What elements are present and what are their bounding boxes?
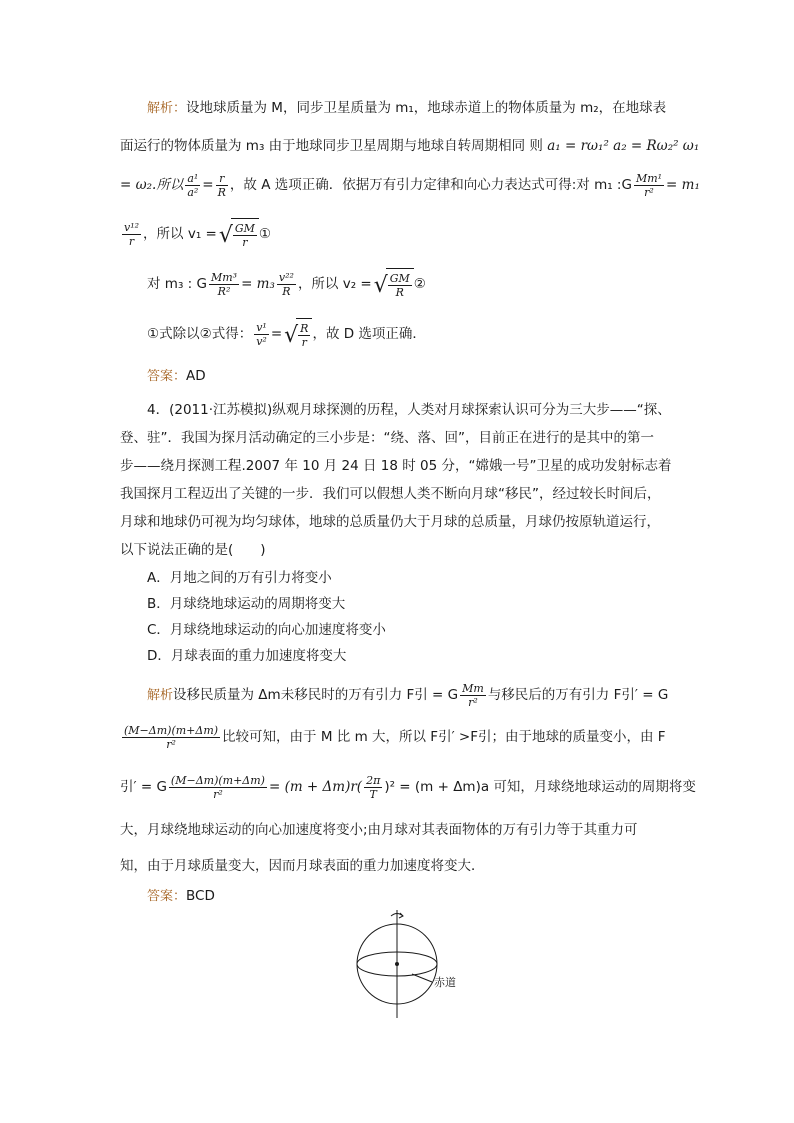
q3-frac-v2: $\frac{\text{v²²}}{R}$: [278, 271, 294, 298]
q3-frac-v1: $\frac{\text{v¹²}}{r}$: [124, 221, 140, 248]
q4-stem-line: 月球和地球仍可视为均匀球体，地球的总质量仍大于月球的总质量，月球仍按原轨道运行，: [120, 514, 660, 530]
earth-center-dot: [395, 962, 399, 966]
q4-stem-line: 4．(2011·江苏模拟)纵观月球探测的历程，人类对月球探索认识可分为三大步——“探、: [147, 402, 671, 418]
q4-option-a: A．月地之间的万有引力将变小: [147, 570, 332, 586]
q3-sqrt-v2: √ $\frac{GM}{R}$: [374, 268, 414, 301]
q3-frac-mm3: $\frac{\text{Mm³}}{\text{R²}}$: [210, 271, 238, 298]
q4-stem-line: 步——绕月探测工程.2007 年 10 月 24 日 18 时 05 分，“嫦娥一号”卫星的成功发射标志着: [120, 458, 672, 474]
q3-analysis-line1: 解析：设地球质量为 M，同步卫星质量为 m₁，地球赤道上的物体质量为 m₂，在地球表: [147, 100, 667, 116]
q3-sqrt-v1: √ $\frac{GM}{r}$: [219, 218, 259, 251]
q3-analysis-line5: 对 m₃ : G $\frac{\text{Mm³}}{\text{R²}}$ = m₃ $\frac{\text{v²²}}{R}$ ，所以 v₂ = √ $\frac{GM}{R}$ ②: [147, 268, 426, 301]
q4-frac-mm: $\frac{Mm}{\text{r²}}$: [462, 682, 484, 709]
q3-analysis-line3: = ω₂.所以 $\frac{\text{a¹}}{\text{a²}}$ = $\frac{r}{R}$ ，故 A 选项正确．依据万有引力定律和向心力表达式可得:对 m₁ :G $\frac{\text{Mm¹}}{\text{r²}}$ = m₁: [120, 172, 700, 199]
q4-analysis-line2: $\frac{(M-\Delta m)(m+\Delta m)}{\text{r²}}$ 比较可知，由于 M 比 m 大，所以 F引′ >F引；由于地球的质量变小，由 F: [124, 724, 666, 751]
q4-analysis-line5: 知，由于月球质量变大，因而月球表面的重力加速度将变大．: [120, 858, 485, 874]
q3-frac-a: $\frac{\text{a¹}}{\text{a²}}$: [187, 172, 199, 199]
q4-option-c: C．月球绕地球运动的向心加速度将变小: [147, 622, 386, 638]
q4-option-d: D．月球表面的重力加速度将变大: [147, 648, 347, 664]
q3-formula-acceleration: a₁ = rω₁² a₂ = Rω₂² ω₁: [547, 138, 700, 154]
q4-analysis-line1: 解析设移民质量为 Δm未移民时的万有引力 F引 = G $\frac{Mm}{\text{r²}}$ 与移民后的万有引力 F引′ = G: [147, 682, 669, 709]
q3-sqrt-ratio: √ $\frac{R}{r}$: [284, 318, 312, 351]
q3-analysis-label: 解析：: [147, 101, 187, 116]
q4-analysis-line3: 引′ = G $\frac{(M-\Delta m)(m+\Delta m)}{\text{r²}}$ = (m + Δm)r( $\frac{2\pi}{T}$ )² = (m + Δm)a 可知，月球绕地球运动的周期将变: [120, 774, 696, 801]
equator-label: 赤道: [434, 976, 456, 989]
q4-stem-line: 我国探月工程迈出了关键的一步．我们可以假想人类不断向月球“移民”，经过较长时间后，: [120, 486, 661, 502]
q3-frac-mm1: $\frac{\text{Mm¹}}{\text{r²}}$: [635, 172, 663, 199]
q4-option-b: B．月球绕地球运动的周期将变大: [147, 596, 346, 612]
q4-stem-line: 以下说法正确的是( ): [120, 542, 266, 558]
q4-answer: 答案：BCD: [147, 888, 215, 904]
q4-analysis-label: 解析: [147, 688, 174, 703]
q4-analysis-line4: 大，月球绕地球运动的向心加速度将变小;由月球对其表面物体的万有引力等于其重力可: [120, 822, 638, 838]
q4-frac-migration-2: $\frac{(M-\Delta m)(m+\Delta m)}{\text{r²}}$: [170, 774, 265, 801]
q4-stem-line: 登、驻”．我国为探月活动确定的三小步是：“绕、落、回”，目前正在进行的是其中的第一: [120, 430, 654, 446]
q4-frac-period: $\frac{2\pi}{T}$: [366, 774, 381, 801]
q3-frac-v-ratio: $\frac{\text{v¹}}{\text{v²}}$: [256, 321, 267, 348]
q3-analysis-line6: ①式除以②式得： $\frac{\text{v¹}}{\text{v²}}$ = √ $\frac{R}{r}$ ，故 D 选项正确．: [147, 318, 426, 351]
q3-frac-r: $\frac{r}{R}$: [217, 172, 226, 199]
q3-analysis-line4: $\frac{\text{v¹²}}{r}$ ，所以 v₁ = √ $\frac{GM}{r}$ ①: [120, 218, 271, 251]
q3-answer-value: AD: [186, 368, 206, 384]
earth-figure: [340, 910, 480, 1022]
q4-answer-value: BCD: [186, 888, 215, 904]
q4-frac-migration: $\frac{(M-\Delta m)(m+\Delta m)}{\text{r²}}$: [124, 724, 219, 751]
equator-leader-line: [412, 974, 432, 982]
q3-analysis-line2: 面运行的物体质量为 m₃ 由于地球同步卫星周期与地球自转周期相同 则 a₁ = rω₁² a₂ = Rω₂² ω₁: [120, 138, 700, 154]
q3-answer: 答案：AD: [147, 368, 206, 384]
